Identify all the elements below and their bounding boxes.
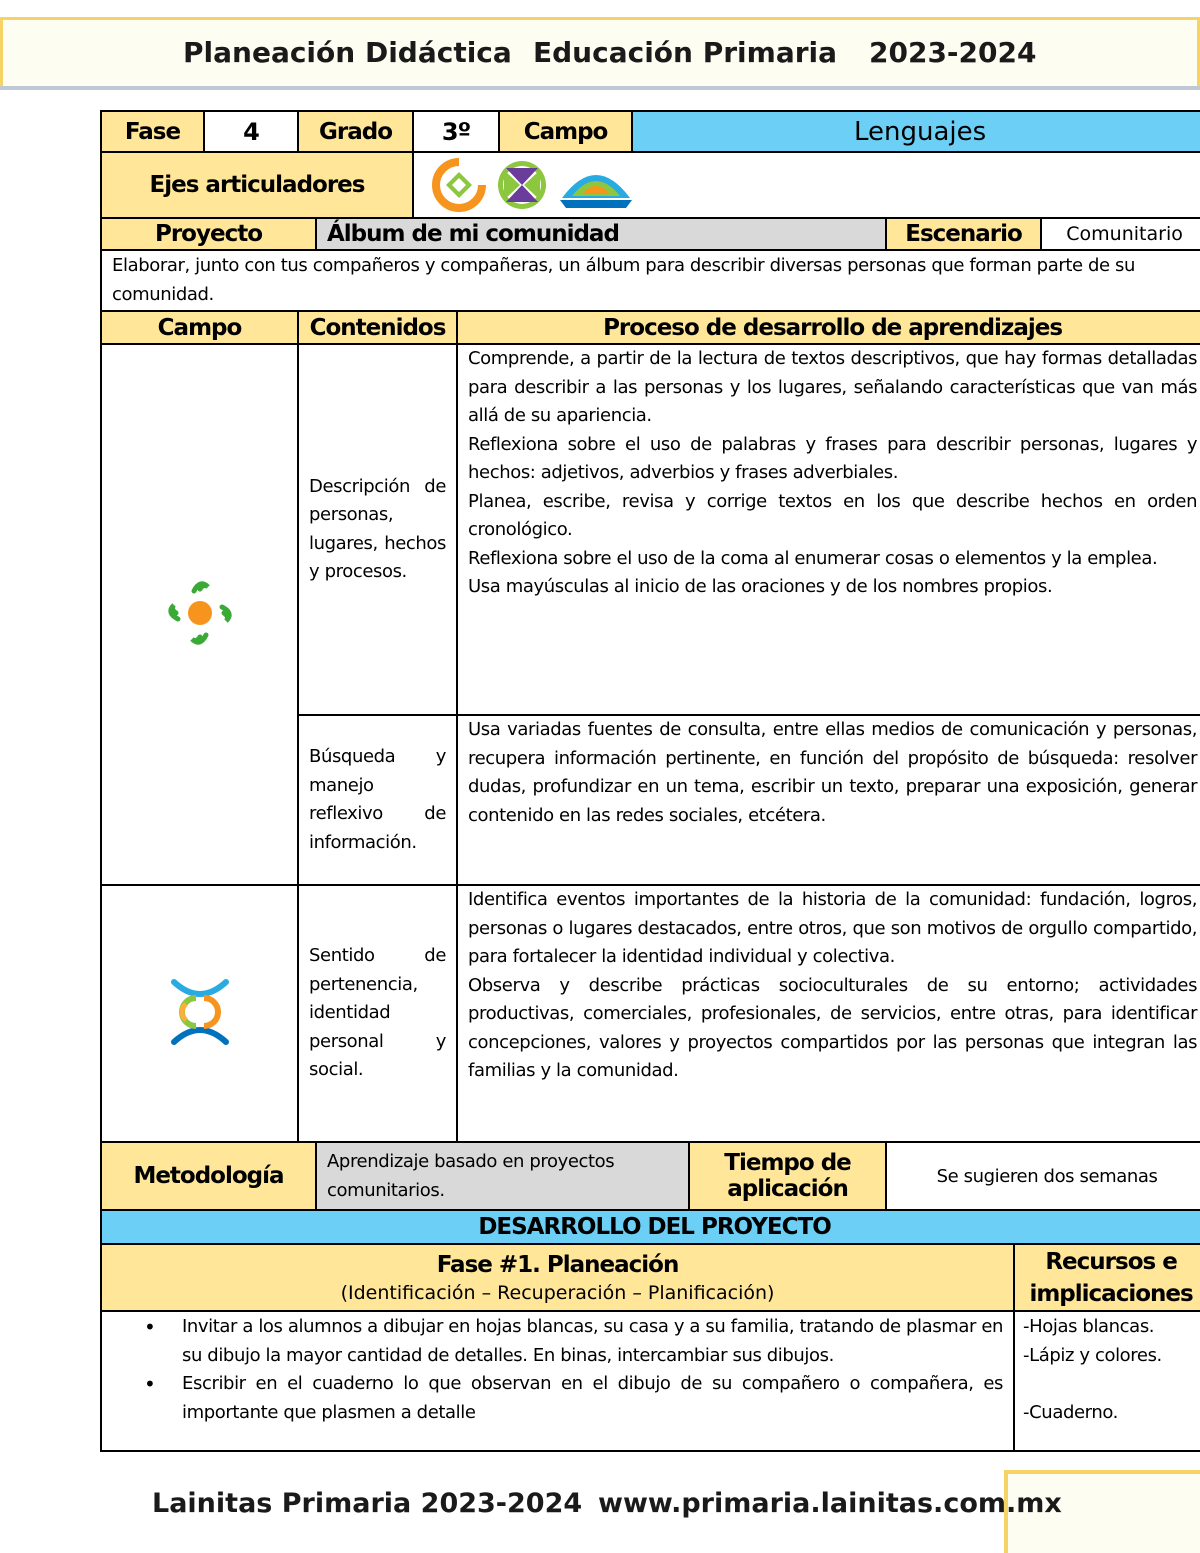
fase-header-row — [101, 1244, 1200, 1311]
grado-label: Grado — [298, 111, 413, 152]
tiempo-value: Se sugieren dos semanas — [886, 1142, 1200, 1210]
metodologia-value: Aprendizaje basado en proyectos comunitarios. — [316, 1142, 689, 1210]
de-lo-humano-y-lo-comunitario-icon — [160, 972, 240, 1052]
pda-3 — [457, 885, 1200, 1142]
contenido-3: Sentido de pertenencia, identidad personal y social. — [298, 885, 457, 1142]
campo-humano-cell — [101, 885, 298, 1142]
page-header — [0, 17, 1200, 89]
col-header-campo: Campo — [101, 311, 298, 344]
col-header-pda: Proceso de desarrollo de aprendizajes — [457, 311, 1200, 344]
header-level: Educación Primaria — [533, 36, 838, 69]
pda-1-item: Planea, escribe, revisa y corrige textos en los que describe hechos en orden cronológico. — [468, 490, 1198, 540]
info-row-1 — [101, 111, 1200, 152]
grado-value: 3º — [413, 111, 499, 152]
fase-title: Fase #1. Planeación — [436, 1251, 679, 1278]
escenario-label: Escenario — [886, 218, 1041, 250]
recursos-label: Recursos e implicaciones — [1014, 1244, 1200, 1311]
pda-3-item: Identifica eventos importantes de la historia de la comunidad: fundación, logros, personas o lugares destacados, entre otros, que son motivos de orgullo compartido, para fortalecer la identidad individual y colectiva. — [468, 889, 1198, 967]
fase-subtitle: (Identificación – Recuperación – Planificación) — [340, 1281, 775, 1304]
pda-2-item: Usa variadas fuentes de consulta, entre ellas medios de comunicación y personas, recupera información pertinente, en función del propósito de búsqueda: resolver dudas, profundizar en un tema, escribir un texto, preparar una exposición, generar contenido en las redes sociales, etcétera. — [468, 719, 1198, 826]
recursos-list: -Hojas blancas. -Lápiz y colores. -Cuaderno. — [1014, 1311, 1200, 1451]
methodology-row — [101, 1142, 1200, 1210]
footer-left-text: Lainitas Primaria 2023-2024 — [152, 1488, 583, 1519]
pda-3-item: Observa y describe prácticas socioculturales de su entorno; actividades productivas, comerciales, profesionales, de servicios, entre otras, para identificar concepciones, valores y proyectos compartidos por las personas que integran las familias y la comunidad. — [468, 974, 1198, 1081]
pda-2 — [457, 715, 1200, 885]
pda-1-item: Comprende, a partir de la lectura de textos descriptivos, que hay formas detalladas para describir a las personas y los lugares, señalando características que van más allá de su apariencia. — [468, 348, 1198, 426]
ejes-icons — [413, 152, 1200, 218]
activities-list — [102, 1313, 1003, 1427]
fase-label: Fase — [101, 111, 204, 152]
planning-table — [100, 110, 1200, 1452]
contents-header-row — [101, 311, 1200, 344]
escenario-value: Comunitario — [1041, 218, 1200, 250]
header-year: 2023-2024 — [869, 36, 1037, 69]
pda-1-item: Reflexiona sobre el uso de palabras y frases para describir personas, lugares y hechos: adjetivos, adverbios y frases adverbiales. — [468, 433, 1198, 483]
activity-item: • Invitar a los alumnos a dibujar en hojas blancas, su casa y a su familia, tratando de plasmar en su dibujo la mayor cantidad de detalles. En binas, intercambiar sus dibujos. — [182, 1313, 1003, 1370]
col-header-contenidos: Contenidos — [298, 311, 457, 344]
pda-1-item: Reflexiona sobre el uso de la coma al enumerar cosas o elementos y la emplea. — [468, 547, 1158, 569]
contenido-1: Descripción de personas, lugares, hechos y procesos. — [298, 344, 457, 715]
info-row-3 — [101, 218, 1200, 250]
activities-row — [101, 1311, 1200, 1451]
ejes-label: Ejes articuladores — [101, 152, 413, 218]
proyecto-label: Proyecto — [101, 218, 316, 250]
fase-value: 4 — [204, 111, 298, 152]
header-shadow — [0, 86, 1200, 90]
activity-item: • Escribir en el cuaderno lo que observan en el dibujo de su compañero o compañera, es importante que plasmen a detalle — [182, 1370, 1003, 1427]
content-row-1 — [101, 344, 1200, 715]
header-title: Planeación Didáctica — [183, 36, 512, 69]
footer-url[interactable]: www.primaria.lainitas.com.mx — [598, 1488, 1062, 1519]
project-description: Elaborar, junto con tus compañeros y compañeras, un álbum para describir diversas personas que forman parte de su comunidad. — [101, 250, 1200, 311]
tiempo-label: Tiempo de aplicación — [689, 1142, 886, 1210]
contenido-2: Búsqueda y manejo reflexivo de información. — [298, 715, 457, 885]
interculturalidad-icon — [430, 158, 488, 212]
lenguajes-icon — [160, 573, 240, 653]
metodologia-label: Metodología — [101, 1142, 316, 1210]
campo-value: Lenguajes — [632, 111, 1200, 152]
campo-lenguajes-cell — [101, 344, 298, 885]
pda-1 — [457, 344, 1200, 715]
desarrollo-title: DESARROLLO DEL PROYECTO — [101, 1210, 1200, 1244]
info-row-2 — [101, 152, 1200, 218]
content-row-3 — [101, 885, 1200, 1142]
pda-1-item: Usa mayúsculas al inicio de las oraciones y de los nombres propios. — [468, 576, 1053, 597]
info-row-4 — [101, 250, 1200, 311]
campo-label: Campo — [499, 111, 632, 152]
activities-cell — [101, 1311, 1014, 1451]
igualdad-de-genero-icon — [494, 158, 550, 212]
fase-header — [101, 1244, 1014, 1311]
proyecto-value: Álbum de mi comunidad — [316, 218, 886, 250]
desarrollo-title-row — [101, 1210, 1200, 1244]
artes-icon — [556, 158, 636, 212]
